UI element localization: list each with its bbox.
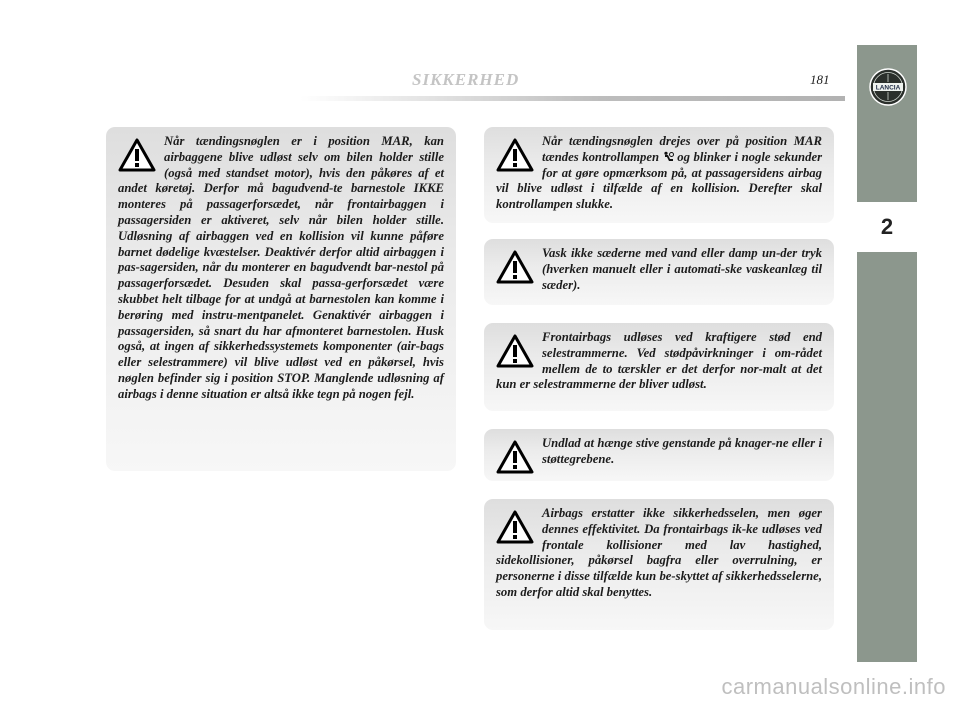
warning-box-hooks [484,429,834,481]
page-number: 181 [810,72,830,87]
header-rule [300,96,845,101]
warning-triangle-icon [496,510,534,544]
warning-triangle-icon [496,138,534,172]
warning-box-seat-washing [484,239,834,305]
warning-text: Undlad at hænge stive genstande på knager-ne eller i støttegrebene. [542,436,822,466]
warning-box-airbag-thresholds [484,323,834,411]
chapter-sidebar [857,45,917,662]
warning-text [496,134,822,213]
lancia-logo [868,68,908,106]
warning-text-part: Når tændingsnøglen drejes over på position MAR tændes kontrollampen [542,134,822,164]
warning-text: Når tændingsnøglen er i position MAR, kan airbaggene blive udløst selv om bilen holder stille (også med standset motor), hvis den påkøres af et andet køretøj. Derfor må bagudvend-te barnestole IKKE monteres på passagerforsædet, når frontairbaggen i passagersiden er aktiveret, selv når bilen holder stille. Udløsning af airbaggen ved en kollision vil kunne påføre barnet dødelige kvæstelser. Deaktivér derfor altid airbaggen i pas-sagersiden, når du monterer en bagudvendt bar-nestol på passagerforsædet. Desuden skal passa-gerforsædet være skubbet helt tilbage for at undgå at barnestolen kan komme i berøring med instru-mentpanelet. Genaktivér airbaggen i passagersiden, så snart du har afmonteret barnestolen. Husk også, at ingen af sikkerhedssystemets komponenter (air-bags eller selestrammere) vil blive udløst ved en påkørsel, hvis nøglen befinder sig i position STOP. Manglende udløsning af airbags i denne situation er altså ikke tegn på nogen fejl. [118,134,444,401]
warning-text: Frontairbags udløses ved kraftigere stød end selestrammerne. Ved stødpåvirkninger i om-rådet mellem de to tærskler er det derfor nor-malt at det kun er selestrammerne der bliver udløst. [496,330,822,392]
warning-triangle-icon [496,250,534,284]
warning-triangle-icon [496,440,534,474]
warning-triangle-icon [118,138,156,172]
warning-box-seatbelt [484,499,834,630]
chapter-tab[interactable]: 2 [857,202,917,252]
warning-text-part: og blinker i nogle sekunder for at gøre opmærksom på, at passagersidens airbag vil blive udløst i tilfælde af en kollision. Derefter skal kontrollampen slukke. [496,149,823,212]
logo-text: LANCIA [875,84,901,92]
warning-text: Airbags erstatter ikke sikkerhedsselen, men øger dennes effektivitet. Da frontairbags ik-ke udløses ved frontale kollisioner med lav hastighed, sidekollisioner, påkørsel bagfra eller overrulning, er personerne i disse tilfælde kun be-skyttet af sikkerhedsselerne, som derfor altid skal benyttes. [496,506,822,599]
warning-triangle-icon [496,334,534,368]
warning-box-airbag-lamp [484,127,834,223]
airbag-warning-symbol-icon [663,151,674,162]
warning-box-rear-facing-child-seat [106,127,456,471]
watermark: carmanualsonline.info [721,674,946,699]
warning-text: Vask ikke sæderne med vand eller damp un-der tryk (hverken manuelt eller i automati-ske vaskeanlæg til sæder). [542,246,822,292]
page-header-title: SIKKERHED [412,70,520,89]
